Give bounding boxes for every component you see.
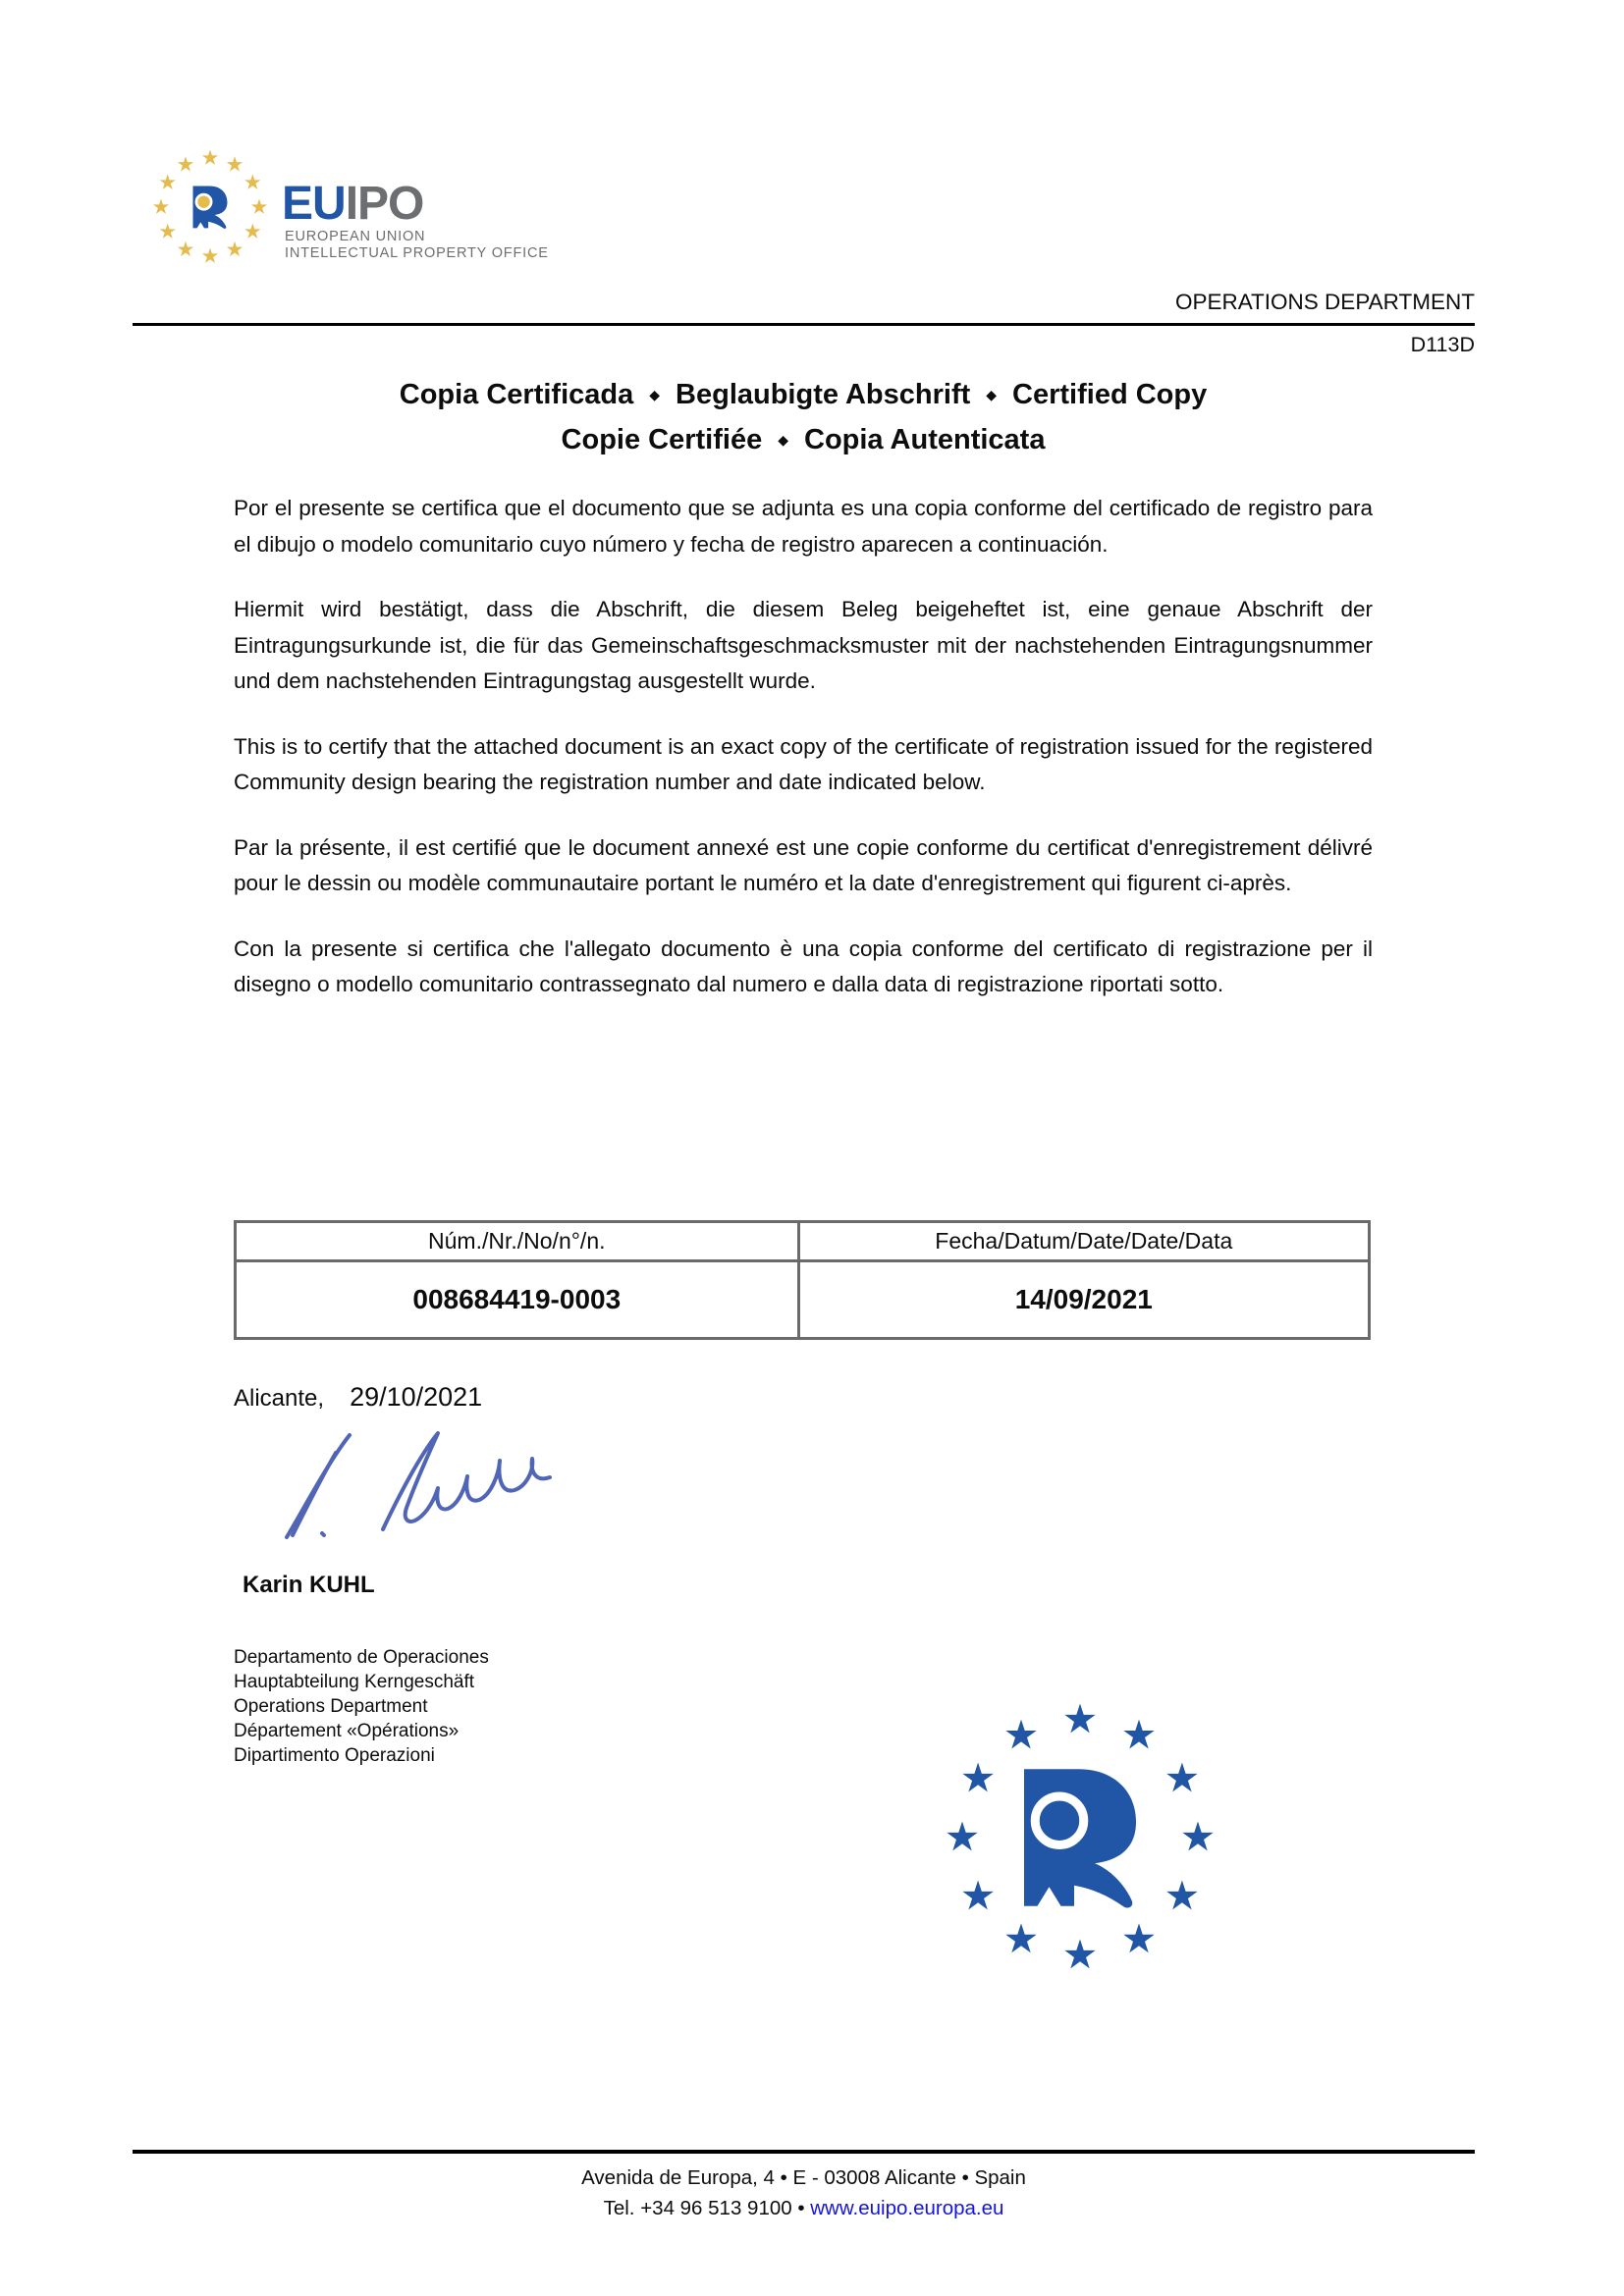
paragraph-spanish: Por el presente se certifica que el documento que se adjunta es una copia conforme del certificado de registro para el dibujo o modelo comunitario cuyo número y fecha de registro aparecen a continuación. [234,496,1373,557]
form-code: D113D [1410,333,1475,356]
certification-paragraphs [234,491,1373,1033]
department-it: Dipartimento Operazioni [234,1745,435,1766]
operations-department-label: OPERATIONS DEPARTMENT [1174,290,1475,314]
diamond-separator-icon: ◆ [649,387,661,402]
euipo-subtitle-line1: EUROPEAN UNION [285,229,426,244]
paragraph-german: Hiermit wird bestätigt, dass die Abschrift, die diesem Beleg beigeheftet ist, eine genaue Abschrift der Eintragungsurkunde ist, die für das Gemeinschaftsgeschmacksmuster mit der nachstehenden Eintragungsnummer und dem nachstehenden Eintragungstag ausgestellt wurde. [234,597,1373,693]
diamond-separator-icon: ◆ [778,432,788,448]
footer-contact-line [133,2193,1475,2223]
title-line-2 [234,417,1373,462]
department-en: Operations Department [234,1696,428,1717]
registration-number-cell: 008684419-0003 [236,1261,799,1339]
euipo-emblem-icon [149,146,271,268]
table-header-row [236,1222,1370,1261]
seal-r-icon [1024,1769,1136,1907]
issuance-date: 29/10/2021 [350,1382,483,1412]
rcd-seal-icon [943,1700,1218,1975]
issuance-line [234,1382,482,1413]
signature-scribble [257,1421,562,1559]
table-value-row [236,1261,1370,1339]
euipo-wordmark [282,178,424,230]
wordmark-ipo: IPO [345,178,424,230]
department-de: Hauptabteilung Kerngeschäft [234,1672,475,1692]
registration-table [234,1220,1371,1340]
department-list [234,1645,489,1768]
signer-name: Karin KUHL [243,1572,375,1598]
signature-initial-dot [322,1533,324,1535]
diamond-separator-icon: ◆ [986,387,998,402]
number-header-cell: Núm./Nr./No/n°/n. [236,1222,799,1261]
footer-telephone: Tel. +34 96 513 9100 • [603,2197,811,2219]
wordmark-eu: EU [282,178,346,230]
title-line-1 [234,372,1373,417]
department-es: Departamento de Operaciones [234,1647,489,1668]
document-title [234,372,1373,462]
euipo-subtitle-line2: INTELLECTUAL PROPERTY OFFICE [285,245,549,261]
title-fr: Copie Certifiée [561,424,763,455]
footer-rule [133,2150,1475,2154]
paragraph-italian: Con la presente si certifica che l'allegato documento è una copia conforme del certificato di registrazione per il disegno o modello comunitario contrassegnato dal numero e dalla data di registrazione riportati sotto. [234,935,1373,996]
date-header-cell: Fecha/Datum/Date/Date/Data [798,1222,1369,1261]
header-rule [133,323,1475,326]
issuance-place: Alicante, [234,1385,325,1412]
title-de: Beglaubigte Abschrift [676,379,971,410]
registered-design-r-icon [193,187,228,229]
signature-surname-stroke [383,1433,550,1529]
title-es: Copia Certificada [399,379,634,410]
euipo-subtitle [285,229,549,262]
paragraph-english: This is to certify that the attached document is an exact copy of the certificate of registration issued for the registered Community design bearing the registration number and date indicated below. [234,733,1373,794]
footer-address: Avenida de Europa, 4 • E - 03008 Alicante • Spain [581,2166,1026,2189]
paragraph-french: Par la présente, il est certifié que le document annexé est une copie conforme du certificat d'enregistrement délivré pour le dessin ou modèle communautaire portant le numéro et la date d'enregistrement qui figurent ci-après. [234,834,1373,895]
title-it: Copia Autenticata [804,424,1046,455]
signature-initial-cross [293,1453,336,1535]
euipo-website-link[interactable]: www.euipo.europa.eu [810,2197,1004,2219]
footer [133,2163,1475,2223]
registration-date-cell: 14/09/2021 [798,1261,1369,1339]
title-en: Certified Copy [1012,379,1208,410]
department-fr: Département «Opérations» [234,1721,460,1741]
